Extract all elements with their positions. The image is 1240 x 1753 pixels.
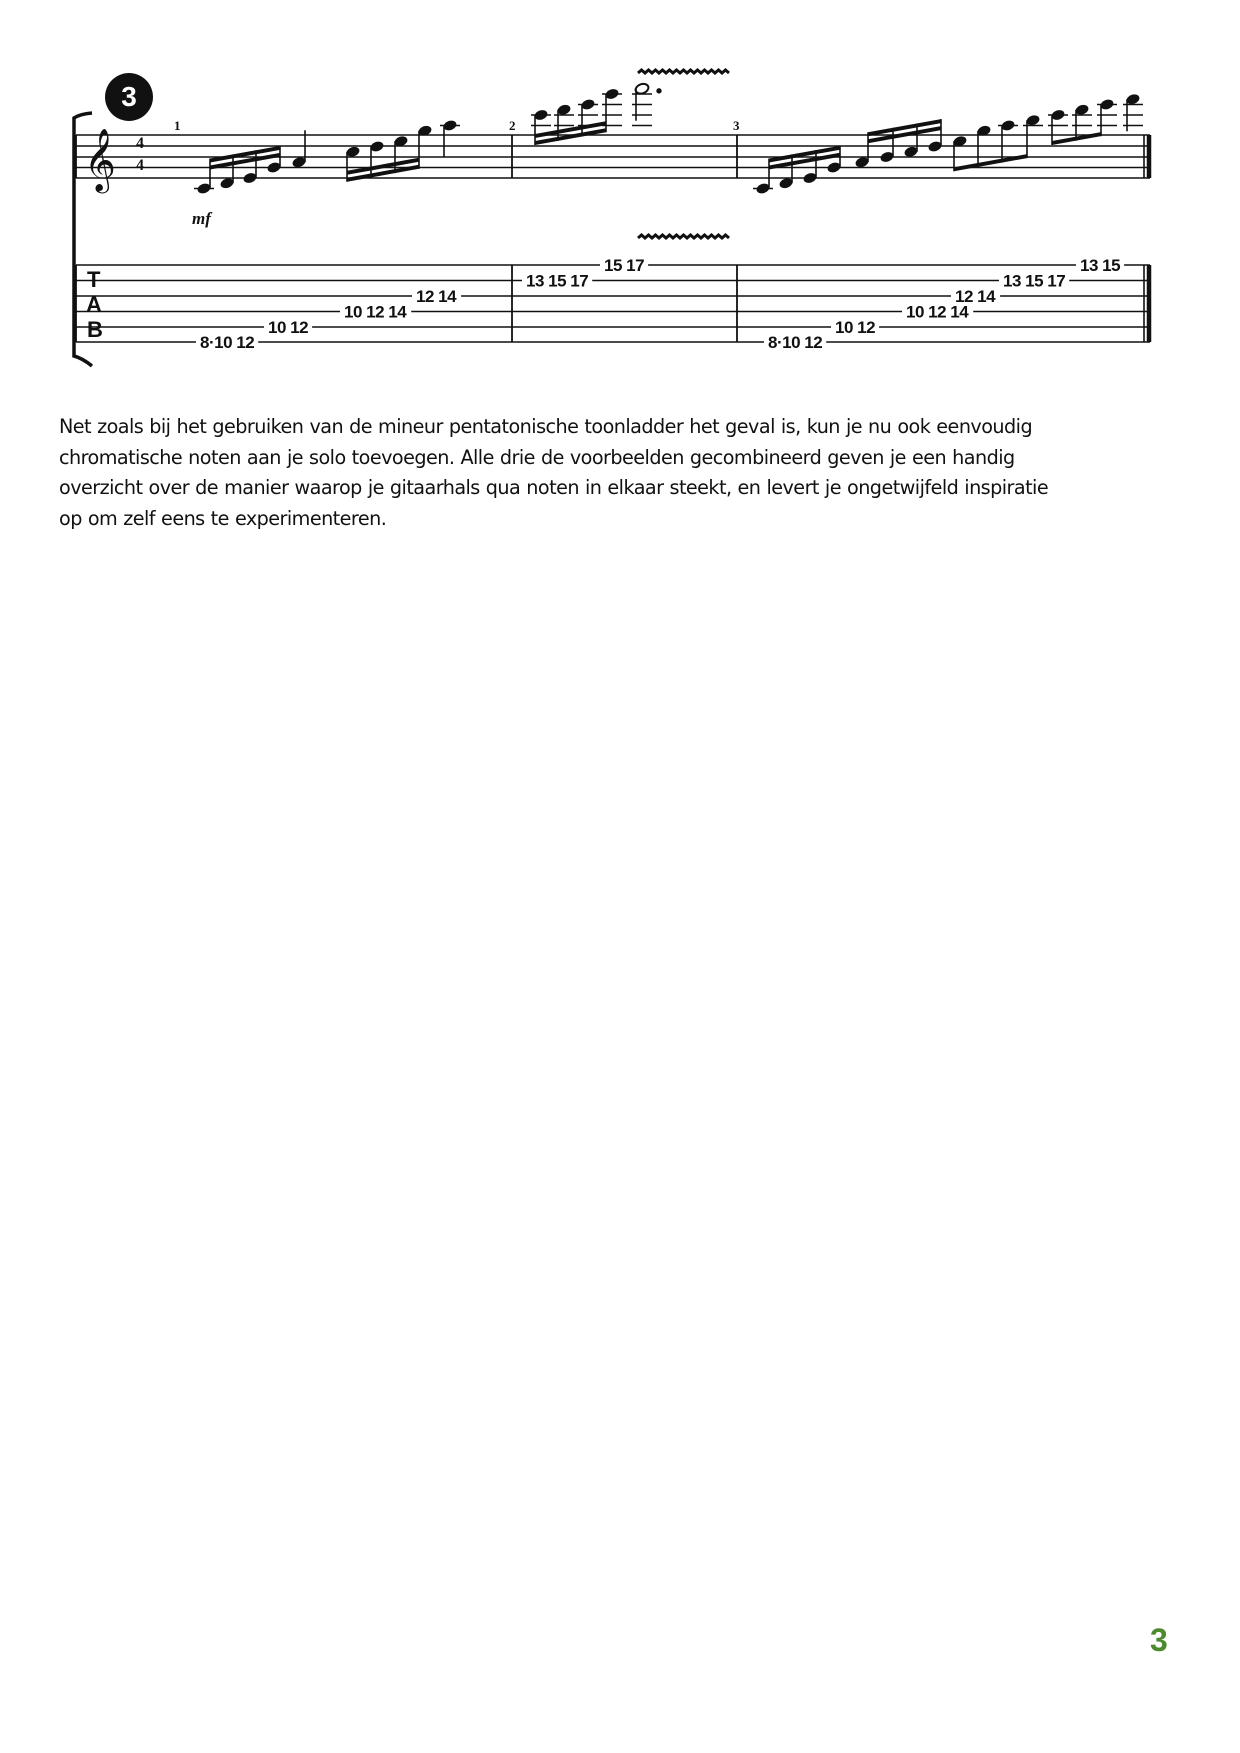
paragraph-line: overzicht over de manier waarop je gitaarhals qua noten in elkaar steekt, en levert je ongetwijfeld inspiratie xyxy=(59,476,1049,499)
dot xyxy=(657,89,661,93)
tab-fret-group: 12 14 xyxy=(416,287,457,306)
tab-fret-group: 10 12 14 xyxy=(906,302,969,322)
paragraph-line: Net zoals bij het gebruiken van de mineur pentatonische toonladder het geval is, kun je nu ook eenvoudig xyxy=(59,415,1033,438)
measure-number-1: 1 xyxy=(174,118,181,133)
tab-fret-group: 8·10 12 xyxy=(768,333,823,352)
tab-fret-group: 8·10 12 xyxy=(200,333,255,352)
tab-fret-group: 10 12 xyxy=(835,318,876,337)
measure-number-3: 3 xyxy=(733,118,740,133)
tab-fret-group: 13 15 17 xyxy=(1003,271,1066,291)
page-number: 3 xyxy=(1150,1622,1168,1658)
vibrato-icon xyxy=(638,235,729,238)
badge-label: 3 xyxy=(121,81,137,112)
tab-fret-group: 13 15 xyxy=(1080,256,1121,275)
dynamic-marking: mf xyxy=(192,209,211,228)
vibrato-marks xyxy=(638,70,729,238)
tab-letter-b: B xyxy=(87,317,103,342)
music-example xyxy=(0,0,1240,380)
time-signature-bottom: 4 xyxy=(136,157,144,174)
tab-fret-group: 10 12 14 xyxy=(344,302,407,322)
example-number-badge xyxy=(105,73,153,121)
measure-number-2: 2 xyxy=(509,118,516,133)
vibrato-icon xyxy=(638,70,729,73)
tab-fret-group: 15 17 xyxy=(604,256,645,275)
paragraph-line: chromatische noten aan je solo toevoegen. Alle drie de voorbeelden gecombineerd geven je een handig xyxy=(59,445,1015,469)
tab-numbers xyxy=(196,256,1124,352)
tab-letter-a: A xyxy=(86,292,102,317)
tab-fret-group: 13 15 17 xyxy=(526,271,589,291)
body-paragraph xyxy=(59,412,1179,534)
tab-fret-group: 10 12 xyxy=(268,318,309,337)
paragraph-line: op om zelf eens te experimenteren. xyxy=(59,506,387,530)
treble-clef-icon: 𝄞 xyxy=(84,128,116,191)
tab-letter-t: T xyxy=(87,267,101,292)
tab-fret-group: 12 14 xyxy=(955,287,996,306)
time-signature-top: 4 xyxy=(136,135,144,152)
